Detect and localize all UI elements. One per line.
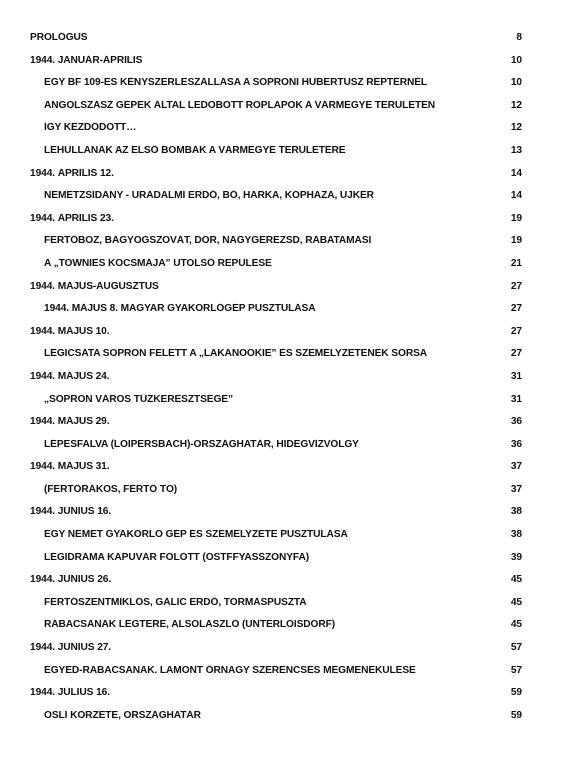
toc-subsection-row[interactable] (0, 141, 562, 164)
toc-page-number: 12 (510, 122, 522, 134)
toc-page-number: 38 (510, 506, 522, 518)
toc-entry-title: PROLÓGUS (30, 32, 88, 43)
toc-page-number: 27 (510, 280, 522, 292)
toc-entry-title: LÉGICSATA SOPRON FELETT A „LAKANOOKIE” ÉS SZEMÉLYZETÉNEK SORSA (44, 348, 428, 360)
toc-page-number: 10 (510, 77, 522, 89)
toc-page-number: 39 (510, 551, 522, 563)
toc-section-row[interactable] (0, 28, 562, 51)
toc-entry-title: 1944. ÁPRILIS 23. (30, 212, 114, 224)
toc-page-number: 13 (510, 144, 522, 156)
toc-subsection-row[interactable] (0, 231, 562, 254)
toc-page-number: 14 (510, 190, 522, 202)
toc-subsection-row[interactable] (0, 118, 562, 141)
toc-subsection-row[interactable] (0, 525, 562, 548)
toc-entry-title: EGY NÉMET GYAKORLÓ GÉP ÉS SZEMÉLYZETE PUSZTULÁSA (44, 529, 348, 541)
toc-section-row[interactable] (0, 502, 562, 525)
toc-subsection-row[interactable] (0, 390, 562, 413)
toc-page-number: 31 (510, 370, 522, 382)
toc-section-row[interactable] (0, 412, 562, 435)
toc-entry-title: FERTŐBOZ, BÁGYOGSZOVÁT, DÖR, NAGYGEREZSD, RÁBATAMÁSI (44, 235, 372, 247)
toc-page-number: 45 (510, 596, 522, 608)
toc-subsection-row[interactable] (0, 96, 562, 119)
toc-subsection-row[interactable] (0, 615, 562, 638)
toc-page-number: 45 (510, 574, 522, 586)
toc-entry-title: EGYED-RÁBACSANAK. LAMONT ŐRNAGY SZERENCSÉS MEGMENEKÜLÉSE (44, 664, 416, 676)
toc-entry-title: 1944. MÁJUS-AUGUSZTUS (30, 280, 159, 292)
toc-page-number: 12 (510, 99, 522, 111)
toc-entry-title: 1944. MÁJUS 24. (30, 370, 110, 382)
toc-entry-title: ÍGY KEZDŐDÖTT… (44, 122, 137, 134)
toc-section-row[interactable] (0, 277, 562, 300)
toc-subsection-row[interactable] (0, 299, 562, 322)
toc-entry-title: NÉMETZSIDÁNY - URADALMI ERDŐ, BŐ, HARKA, KÓPHÁZA, ÚJKÉR (44, 190, 374, 202)
toc-page-number: 8 (516, 32, 522, 43)
toc-page-number: 19 (510, 212, 522, 224)
toc-entry-title: FERTŐSZENTMIKLÓS, GÁLIC ERDŐ, TORMÁSPUSZTA (44, 596, 307, 608)
table-of-contents (0, 28, 562, 728)
toc-section-row[interactable] (0, 683, 562, 706)
toc-page-number: 10 (510, 54, 522, 66)
toc-page-number: 27 (510, 348, 522, 360)
toc-page-number: 27 (510, 303, 522, 315)
toc-subsection-row[interactable] (0, 435, 562, 458)
toc-section-row[interactable] (0, 322, 562, 345)
toc-subsection-row[interactable] (0, 548, 562, 571)
toc-section-row[interactable] (0, 209, 562, 232)
toc-entry-title: EGY BF 109-ES KÉNYSZERLESZÁLLÁSA A SOPRONI HUBERTUSZ REPTÉRNÉL (44, 77, 428, 89)
toc-page-number: 14 (510, 167, 522, 179)
toc-page-number: 19 (510, 235, 522, 247)
toc-section-row[interactable] (0, 457, 562, 480)
toc-entry-title: 1944. JANUÁR-ÁPRILIS (30, 54, 143, 66)
toc-entry-title: 1944. JÚNIUS 26. (30, 574, 112, 586)
toc-page-number: 59 (510, 687, 522, 699)
toc-subsection-row[interactable] (0, 480, 562, 503)
toc-page-number: 38 (510, 529, 522, 541)
toc-subsection-row[interactable] (0, 706, 562, 729)
toc-entry-title: LÉGIDRÁMA KAPUVÁR FÖLÖTT (OSTFFYASSZONYFA) (44, 551, 310, 563)
toc-entry-title: 1944. JÚNIUS 27. (30, 642, 112, 654)
toc-subsection-row[interactable] (0, 344, 562, 367)
toc-entry-title: 1944. ÁPRILIS 12. (30, 167, 114, 179)
toc-page-number: 57 (510, 664, 522, 676)
toc-entry-title: RÁBACSANAK LÉGTERE, ALSÓLÁSZLÓ (UNTERLOISDORF) (44, 619, 336, 631)
toc-entry-title: ANGOLSZÁSZ GÉPEK ÁLTAL LEDOBOTT RÖPLAPOK A VÁRMEGYE TERÜLETÉN (44, 99, 436, 111)
toc-section-row[interactable] (0, 638, 562, 661)
toc-subsection-row[interactable] (0, 661, 562, 684)
toc-entry-title: „SOPRON VÁROS TŰZKERESZTSÉGE” (44, 393, 233, 405)
toc-entry-title: 1944. JÚLIUS 16. (30, 687, 110, 699)
toc-entry-title: A „TOWNIES KOCSMÁJA” UTOLSÓ REPÜLÉSE (44, 257, 272, 269)
toc-entry-title: LEHULLANAK AZ ELSŐ BOMBÁK A VÁRMEGYE TERÜLETÉRE (44, 144, 346, 156)
toc-subsection-row[interactable] (0, 593, 562, 616)
toc-section-row[interactable] (0, 367, 562, 390)
toc-section-row[interactable] (0, 51, 562, 74)
toc-page-number: 36 (510, 438, 522, 450)
toc-entry-title: OSLI KÖRZETE, ORSZÁGHATÁR (44, 709, 201, 721)
toc-subsection-row[interactable] (0, 254, 562, 277)
toc-page-number: 27 (510, 325, 522, 337)
toc-subsection-row[interactable] (0, 73, 562, 96)
toc-entry-title: 1944. MÁJUS 10. (30, 325, 110, 337)
toc-page-number: 21 (510, 257, 522, 269)
toc-section-row[interactable] (0, 164, 562, 187)
toc-page-number: 57 (510, 642, 522, 654)
toc-entry-title: 1944. MÁJUS 31. (30, 461, 110, 473)
toc-section-row[interactable] (0, 570, 562, 593)
toc-page-number: 37 (510, 461, 522, 473)
toc-page-number: 59 (510, 709, 522, 721)
toc-page-number: 36 (510, 416, 522, 428)
toc-page-number: 31 (510, 393, 522, 405)
toc-entry-title: LÉPESFALVA (LOIPERSBACH)-ORSZÁGHATÁR, HIDEGVÍZVÖLGY (44, 438, 359, 450)
toc-page-number: 45 (510, 619, 522, 631)
toc-page-number: 37 (510, 483, 522, 495)
toc-subsection-row[interactable] (0, 186, 562, 209)
toc-entry-title: 1944. MÁJUS 8. MAGYAR GYAKORLÓGÉP PUSZTULÁSA (44, 303, 316, 315)
toc-entry-title: 1944. MÁJUS 29. (30, 416, 110, 428)
toc-entry-title: 1944. JÚNIUS 16. (30, 506, 112, 518)
toc-entry-title: (FERTŐRÁKOS, FERTŐ TÓ) (44, 483, 178, 495)
